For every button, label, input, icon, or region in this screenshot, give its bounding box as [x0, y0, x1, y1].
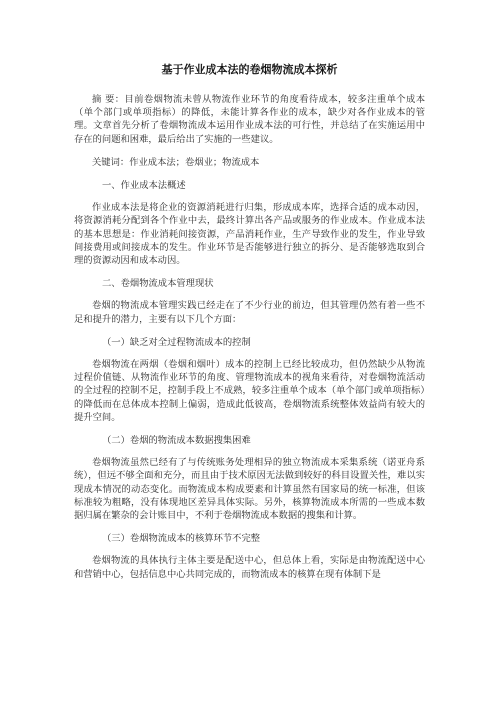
section-1-paragraph: 作业成本法是将企业的资源消耗进行归集，形成成本库，选择合适的成本动因，将资源消耗分配到各个作业中去，最终计算出各产品或服务的作业成本。作业成本法的基本思想是：作业消耗间接资源，产品消耗作业，生产导致作业的发生，作业导致间接费用或间接成本的发生。作业环节是否能够进行独立的拆分、是否能够选取到合理的资源动因和成本动因。	[74, 202, 425, 267]
section-2-paragraph: 卷烟的物流成本管理实践已经走在了不少行业的前边，但其管理仍然有着一些不足和提升的潜力，主要有以下几个方面：	[74, 300, 425, 325]
subsection-1-paragraph: 卷烟物流在两烟（卷烟和烟叶）成本的控制上已经比较成功，但仍然缺少从物流过程价值链、从物流作业环节的角度、管理物流成本的视角来看待，对卷烟物流活动的全过程的控制不足，控制手段上不成熟，较多注重单个成本（单个部门或单项指标）的降低而在总体成本控制上偏弱，造成此低彼高，卷烟物流系统整体效益尚有较大的提升空间。	[74, 359, 425, 423]
subsection-2-paragraph: 卷烟物流虽然已经有了与传统账务处理相异的独立物流成本采集系统（诺亚舟系统），但远不够全面和充分，而且由于技术原因无法做到较好的科目设置关性，难以实现成本情况的动态变化。而物流成本构成要素和计算虽然有国家局的统一标准，但该标准较为粗略，没有体现地区差异具体实际。另外，核算物流成本所需的一些成本数据归属在繁杂的会计账目中，不利于卷烟物流成本数据的搜集和计算。	[74, 457, 425, 522]
paper-title: 基于作业成本法的卷烟物流成本探析	[161, 63, 338, 76]
abstract-paragraph: 摘 要：目前卷烟物流未曾从物流作业环节的角度看待成本，较多注重单个成本（单个部门或单项指标）的降低，未能计算各作业的成本，缺少对各作业成本的管理。文章首先分析了卷烟物流成本运用作业成本法的可行性，并总结了在实施运用中存在的问题和困难，最后给出了实施的一些建议。	[74, 94, 425, 145]
subsection-heading-2: （二）卷烟的物流成本数据搜集困难	[102, 435, 251, 447]
section-heading-2: 二、卷烟物流成本管理现状	[102, 278, 214, 290]
section-heading-1: 一、作业成本法概述	[102, 180, 186, 192]
subsection-3-paragraph: 卷烟物流的具体执行主体主要是配送中心，但总体上看，实际是由物流配送中心和营销中心，包括信息中心共同完成的，而物流成本的核算在现有体制下是	[74, 555, 425, 580]
keywords-line: 关键词：作业成本法；卷烟业；物流成本	[92, 156, 260, 168]
subsection-heading-1: （一）缺乏对全过程物流成本的控制	[102, 336, 251, 348]
subsection-heading-3: （三）卷烟物流成本的核算环节不完整	[102, 533, 261, 545]
